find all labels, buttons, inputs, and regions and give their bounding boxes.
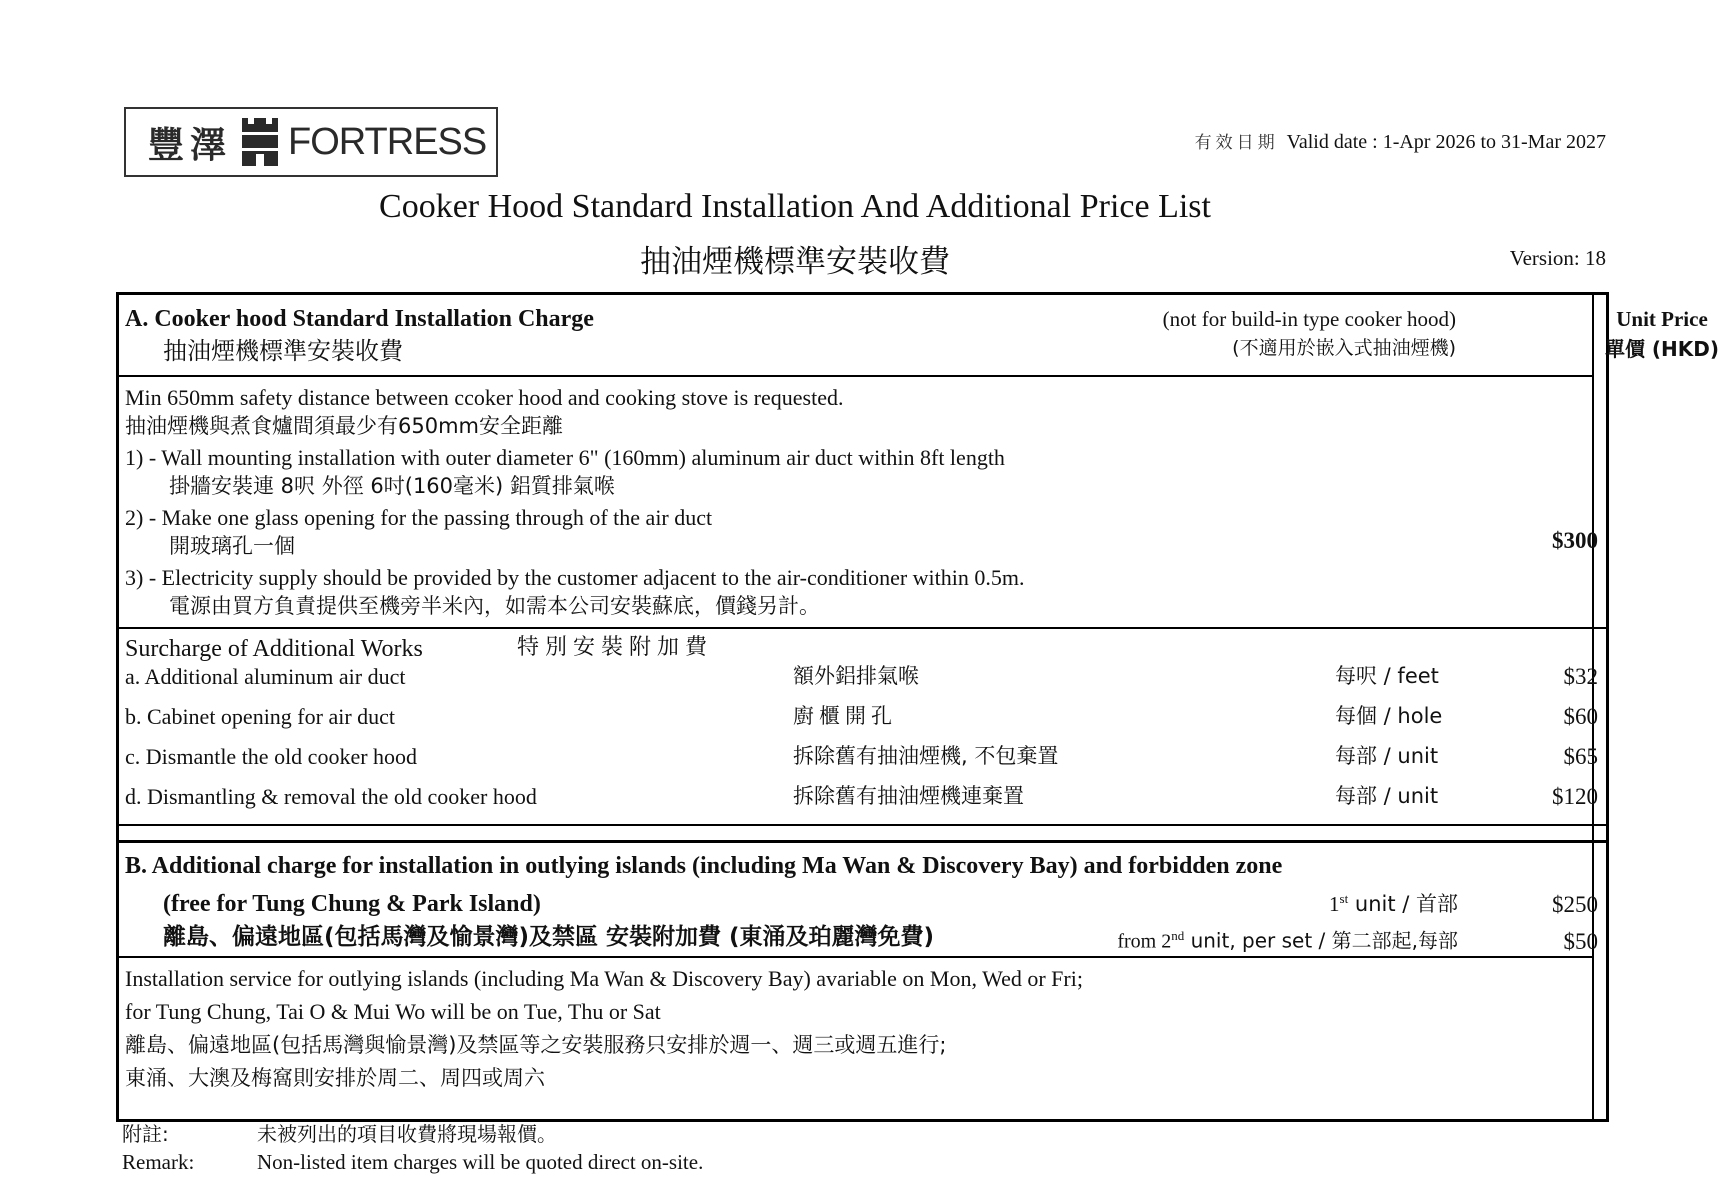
section-a-note-en: (not for build-in type cooker hood)	[1162, 307, 1456, 331]
section-a-line: 1) - Wall mounting installation with outer diameter 6" (160mm) aluminum air duct within 8ft length	[125, 445, 1005, 470]
valid-date	[1195, 128, 1606, 154]
section-a-line: 電源由買方負責提供至機旁半米內，如需本公司安裝蘇底，價錢另計。	[169, 594, 820, 618]
surcharge-item-cn: 廚櫃開孔	[793, 704, 897, 728]
surcharge-item-price: $60	[1563, 704, 1598, 729]
price-table	[116, 292, 1720, 1122]
section-b-title-cn: 離島、偏遠地區(包括馬灣及愉景灣)及禁區 安裝附加費 (東涌及珀麗灣免費)	[163, 924, 935, 950]
section-a-note-cn: (不適用於嵌入式抽油煙機)	[1232, 337, 1456, 359]
divider-line	[119, 627, 1606, 629]
surcharge-item-cn: 額外鋁排氣喉	[793, 664, 919, 688]
section-a-title-cn: 抽油煙機標準安裝收費	[163, 337, 403, 365]
unit-price-header-cn: 單價 (HKD)	[1604, 337, 1720, 361]
section-a-line: 掛牆安裝連 8呎 外徑 6吋(160毫米) 鋁質排氣喉	[169, 474, 615, 498]
divider-line	[119, 824, 1606, 826]
section-b-title: B. Additional charge for installation in outlying islands (including Ma Wan & Discovery Bay) and forbidden zone	[125, 853, 1283, 879]
surcharge-title-en: Surcharge of Additional Works	[125, 636, 423, 662]
valid-date-text: Valid date : 1-Apr 2026 to 31-Mar 2027	[1286, 131, 1606, 153]
remark-label-cn: 附註:	[122, 1122, 169, 1146]
surcharge-item-unit: 每個 / hole	[1335, 704, 1443, 728]
surcharge-item-en: b. Cabinet opening for air duct	[125, 704, 396, 729]
section-b-price-first: $250	[1552, 892, 1598, 917]
surcharge-item-price: $32	[1563, 664, 1598, 689]
remark-text-cn: 未被列出的項目收費將現場報價。	[257, 1122, 557, 1146]
section-b-line: 離島、偏遠地區(包括馬灣與愉景灣)及禁區等之安裝服務只安排於週一、週三或週五進行;	[125, 1033, 947, 1057]
surcharge-item-en: a. Additional aluminum air duct	[125, 664, 406, 689]
divider-line	[119, 956, 1592, 958]
section-b-line: 東涌、大澳及梅窩則安排於周二、周四或周六	[125, 1066, 545, 1090]
remark-text-en: Non-listed item charges will be quoted direct on-site.	[257, 1150, 704, 1174]
section-a-line: 2) - Make one glass opening for the passing through of the air duct	[125, 505, 713, 530]
fortress-logo	[124, 107, 498, 177]
section-b-unit-first: 1st unit / 首部	[1329, 891, 1458, 916]
remark-label-en: Remark:	[122, 1150, 195, 1174]
section-a-price: $300	[1552, 528, 1598, 553]
section-b-subtitle: (free for Tung Chung & Park Island)	[163, 891, 541, 917]
surcharge-item-unit: 每呎 / feet	[1335, 664, 1439, 688]
valid-date-label-cn: 有效日期	[1194, 133, 1279, 153]
section-b-line: for Tung Chung, Tai O & Mui Wo will be on Tue, Thu or Sat	[125, 999, 661, 1024]
surcharge-item-cn: 拆除舊有抽油煙機, 不包棄置	[793, 744, 1059, 768]
version-label: Version: 18	[1509, 246, 1606, 270]
surcharge-item-unit: 每部 / unit	[1335, 784, 1439, 808]
surcharge-item-unit: 每部 / unit	[1335, 744, 1439, 768]
section-b-line: Installation service for outlying islands (including Ma Wan & Discovery Bay) avariable on Mon, Wed or Fri;	[125, 966, 1083, 991]
surcharge-item-price: $65	[1563, 744, 1598, 769]
section-a-line: 開玻璃孔一個	[169, 534, 295, 558]
page-title-en: Cooker Hood Standard Installation And Additional Price List	[379, 188, 1211, 225]
surcharge-item-en: d. Dismantling & removal the old cooker hood	[125, 784, 537, 809]
section-b-price-subsequent: $50	[1563, 929, 1598, 954]
surcharge-item-price: $120	[1552, 784, 1598, 809]
logo-cn-text: 豐澤	[148, 124, 233, 166]
surcharge-item-cn: 拆除舊有抽油煙機連棄置	[793, 784, 1024, 808]
section-b-unit-subsequent: from 2nd unit, per set / 第二部起,每部	[1117, 928, 1458, 953]
unit-price-header-en: Unit Price	[1616, 307, 1708, 331]
surcharge-item-en: c. Dismantle the old cooker hood	[125, 744, 418, 769]
logo-en-text: FORTRESS	[288, 120, 487, 163]
castle-icon	[242, 118, 278, 166]
section-a-line: 抽油煙機與煮食爐間須最少有650mm安全距離	[125, 414, 563, 438]
section-a-line: 3) - Electricity supply should be provided by the customer adjacent to the air-conditioner within 0.5m.	[125, 565, 1025, 590]
section-a-line: Min 650mm safety distance between ccoker hood and cooking stove is requested.	[125, 385, 844, 410]
page-title-cn: 抽油煙機標準安裝收費	[640, 244, 950, 280]
divider-line	[119, 840, 1606, 843]
divider-line	[119, 375, 1592, 377]
section-a-title-en: A. Cooker hood Standard Installation Charge	[125, 306, 594, 332]
surcharge-title-cn: 特別安裝附加費	[517, 635, 714, 660]
